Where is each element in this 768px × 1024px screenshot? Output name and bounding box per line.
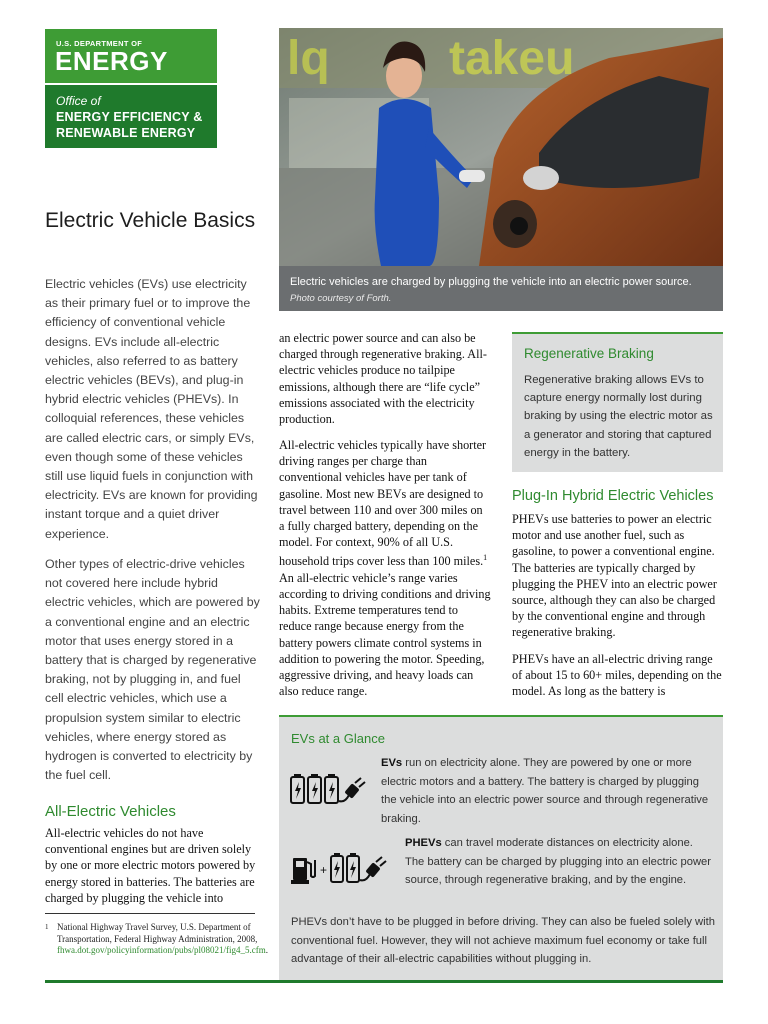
photo-illustration (279, 28, 723, 266)
footnote-link[interactable]: fhwa.dot.gov/policyinformation/pubs/pl08021/fig4_5.cfm (57, 945, 266, 955)
footnote-end: . (265, 945, 268, 955)
phev-heading: Plug-In Hybrid Electric Vehicles (512, 488, 714, 504)
logo-department: U.S. DEPARTMENT OF (56, 39, 143, 48)
footnote-number: 1 (45, 923, 49, 931)
all-electric-paragraph-2 (279, 437, 491, 699)
photo-caption-bar (279, 266, 723, 311)
evs-at-a-glance-box (279, 715, 723, 980)
intro-paragraph-1: Electric vehicles (EVs) use electricity as their primary fuel or to improve the efficiency of conventional vehicle designs. EVs include all-electric vehicles, also referred to as battery electric vehicles (BEVs), and plug-in hybrid electric vehicles (PHEVs). In colloquial references, these vehicles are called electric cars, or simply EVs, even though some of these vehicles still use liquid fuels in conjunction with electricity. EVs are known for providing instant torque and a quiet driver experience. (45, 277, 258, 541)
all-electric-heading: All-Electric Vehicles (45, 803, 176, 820)
glance-ev-term: EVs (381, 757, 403, 769)
glance-ev-text (381, 754, 711, 828)
svg-text:lq: lq (287, 32, 330, 85)
svg-text:takeu: takeu (449, 32, 575, 85)
footnote-text: National Highway Travel Survey, U.S. Department of Transportation, Federal Highway Administration, 2008, (57, 922, 258, 944)
all-electric-paragraph-1-continued: an electric power source and can also be charged through regenerative braking. All-electric vehicles produce no tailpipe emissions, although there are “life cycle” emissions associated with the electricity production. (279, 331, 487, 427)
range-text-a: All-electric vehicles typically have shorter driving ranges per charge than conventional vehicles have per tank of gasoline. Most new BEVs are designed to travel between 110 and over 300 miles on a fully charged battery, depending on the model. For context, 90% of all U.S. household trips cover less than 100 miles. (279, 438, 487, 569)
regenerative-braking-sidebar (512, 332, 723, 472)
ev-charging-photo (279, 28, 723, 266)
phev-paragraph-2: PHEVs have an all-electric driving range of about 15 to 60+ miles, depending on the model. As long as the battery is (512, 652, 722, 699)
svg-text:+: + (320, 863, 328, 877)
glance-title: EVs at a Glance (291, 731, 385, 746)
doe-logo (45, 29, 217, 83)
footnote-divider (45, 913, 255, 914)
glance-phev-description: can travel moderate distances on electricity alone. The battery can be charged by plugging into an electric power source, through regenerative braking, and by the engine. (405, 837, 711, 887)
bottom-divider (45, 980, 723, 983)
glance-ev-description: run on electricity alone. They are powered by one or more electric motors and a battery. The battery is charged by plugging the vehicle into an electric power source and through regenerative braking. (381, 757, 709, 825)
footnote (45, 922, 268, 957)
regen-title: Regenerative Braking (524, 346, 654, 361)
photo-credit: Photo courtesy of Forth. (290, 293, 392, 304)
page-title: Electric Vehicle Basics (45, 209, 256, 232)
logo-office-name: ENERGY EFFICIENCY & RENEWABLE ENERGY (56, 110, 203, 140)
range-text-b: An all-electric vehicle’s range varies according to driving conditions and driving habits. Extreme temperatures tend to reduce range because energy from the battery powers climate control systems in addition to powering the motor. Speeding, aggressive driving, and heavy loads can also reduce range. (279, 570, 491, 699)
all-electric-paragraph-1: All-electric vehicles do not have conventional engines but are driven solely by one or more electric motors powered by energy stored in batteries. The batteries are charged by plugging the vehicle into (45, 826, 256, 905)
footnote-ref[interactable]: 1 (483, 553, 488, 563)
glance-note: PHEVs don’t have to be plugged in before driving. They can also be fueled solely with conventional fuel. However, they will not achieve maximum fuel economy or take full advantage of their all-electric capabilities without plugging in. (291, 916, 715, 966)
battery-plug-icon (289, 773, 367, 807)
intro-paragraph-2: Other types of electric-drive vehicles not covered here include hybrid electric vehicles, which are powered by a conventional engine and an electric motor that uses energy stored in a battery that is charged by regenerative braking, not by plugging in, and fuel cell electric vehicles, which use a propulsion system similar to electric vehicles, where energy stored as hydrogen is converted to electricity by the fuel cell. (45, 557, 260, 783)
logo-energy: ENERGY (55, 46, 168, 76)
eere-logo (45, 85, 217, 148)
logo-office-of: Office of (56, 94, 101, 108)
fuel-pump-plus-battery-icon (291, 850, 395, 886)
glance-phev-text (405, 834, 711, 890)
phev-paragraph-1: PHEVs use batteries to power an electric motor and use another fuel, such as gasoline, to power a conventional engine. The batteries are typically charged by plugging the PHEV into an electric power source, although they can also be charged by the conventional engine and through regenerative braking. (512, 512, 717, 640)
glance-phev-term: PHEVs (405, 837, 442, 849)
photo-caption: Electric vehicles are charged by plugging the vehicle into an electric power source. (290, 276, 692, 288)
regen-text: Regenerative braking allows EVs to capture energy normally lost during braking by using the electric motor as a generator and storing that captured energy in the battery. (524, 374, 713, 459)
